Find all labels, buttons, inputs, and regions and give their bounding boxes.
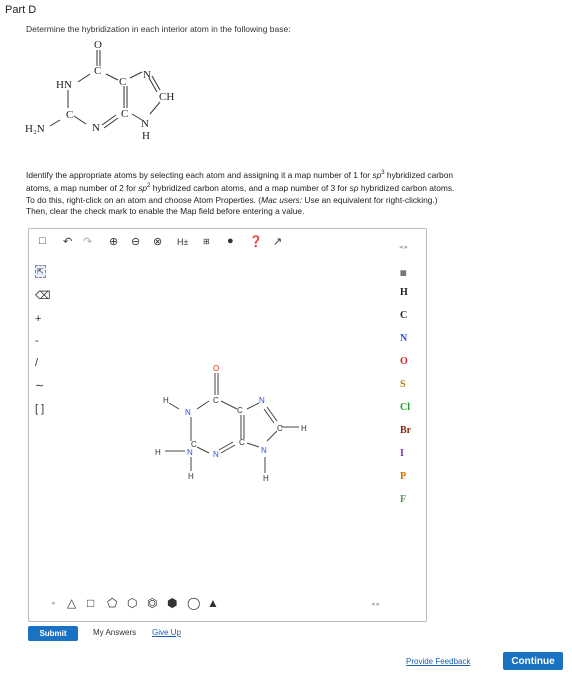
element-s[interactable]: S [400, 379, 406, 390]
undo-icon[interactable]: ↶ [63, 236, 73, 248]
element-p[interactable]: P [400, 471, 407, 482]
canvas-atom-h2[interactable]: H [301, 424, 307, 433]
canvas-atom-h1[interactable]: H [163, 396, 169, 405]
heptagon-ring-icon[interactable]: ⬢ [167, 596, 178, 610]
atom-n2: N [92, 122, 100, 134]
bottom-scroll-icon[interactable]: ◂ ▸ [371, 601, 380, 608]
canvas-atom-h5[interactable]: H [188, 472, 194, 481]
canvas-atom-c5[interactable]: C [239, 438, 245, 447]
atom-o: O [94, 39, 102, 51]
element-o[interactable]: O [400, 356, 408, 367]
canvas-atom-h4[interactable]: H [155, 448, 161, 457]
canvas-atom-n4[interactable]: N [213, 450, 219, 459]
atom-n3: N [141, 118, 149, 130]
info-icon[interactable]: ● [227, 235, 234, 247]
atom-h: H [142, 130, 150, 142]
pentagon-ring-icon[interactable]: ⬠ [107, 596, 118, 610]
redo-icon[interactable]: ↷ [83, 236, 93, 248]
molecule-editor[interactable] [28, 228, 427, 622]
triangle-ring-icon[interactable]: △ [67, 596, 77, 610]
element-f[interactable]: F [400, 494, 407, 505]
instructions: Identify the appropriate atoms by selecting each atom and assigning it a map number of 1 for $sp^3$ hybridized carbon atoms, a map number of 2 for $sp^2$ hybridized carbon atoms, and a map number of 3 for sp hybridized carbon atoms. To do this, right-click on an atom and choose Atom Properties. (Mac users: Use an equivalent for right-clicking.) Then, clear the check mark to enable the Map field before entering a value. [26, 169, 455, 217]
canvas-molecule[interactable] [129, 361, 329, 491]
shapes-scroll-left-icon[interactable]: ◂ [51, 600, 55, 607]
canvas-atom-c3[interactable]: C [277, 424, 283, 433]
canvas-atom-n2[interactable]: N [259, 396, 265, 405]
bond-tool-icon[interactable]: / [35, 357, 39, 369]
charge-plus-icon[interactable]: + [35, 313, 42, 325]
bracket-tool-icon[interactable]: [ ] [35, 403, 45, 415]
clear-icon[interactable]: ⊗ [153, 236, 163, 248]
atom-c4: C [121, 108, 129, 120]
element-h[interactable]: H [400, 287, 408, 298]
canvas-atom-c2[interactable]: C [237, 406, 243, 415]
question-text: Determine the hybridization in each interior atom in the following base: [26, 24, 291, 34]
canvas-atom-n3[interactable]: N [261, 446, 267, 455]
new-document-icon[interactable]: □ [39, 235, 46, 247]
periodic-table-icon[interactable]: ▦ [400, 269, 407, 277]
hexagon-ring-icon[interactable]: ⬡ [127, 596, 138, 610]
atom-h2n: H₂N [25, 123, 45, 135]
element-br[interactable]: Br [400, 425, 412, 436]
canvas-atom-o[interactable]: O [213, 364, 220, 373]
benzene-ring-icon[interactable]: ⏣ [147, 596, 158, 610]
my-answers-label: My Answers [93, 628, 137, 637]
element-n[interactable]: N [400, 333, 408, 344]
atom-n1: N [143, 69, 151, 81]
atom-c3: C [66, 109, 74, 121]
element-c[interactable]: C [400, 310, 408, 321]
charge-minus-icon[interactable]: - [35, 335, 39, 347]
canvas-atom-n1[interactable]: N [185, 408, 191, 417]
part-title: Part D [5, 4, 37, 16]
give-up-link[interactable]: Give Up [152, 628, 181, 637]
eraser-icon[interactable]: ⌫ [35, 290, 51, 302]
hydrogens-icon[interactable]: H± [177, 237, 189, 247]
zoom-out-icon[interactable]: ⊖ [131, 236, 141, 248]
canvas-atom-c1[interactable]: C [213, 396, 219, 405]
select-tool-icon[interactable]: ⇱ [37, 267, 44, 276]
structure-diagram [20, 38, 200, 144]
cyclohexane-chair-icon[interactable]: ▲ [207, 596, 219, 610]
continue-button[interactable]: Continue [503, 652, 563, 670]
canvas-atom-h3[interactable]: H [263, 474, 269, 483]
octagon-ring-icon[interactable]: ◯ [187, 596, 201, 610]
element-i[interactable]: I [400, 448, 404, 459]
editor-toolbar [29, 229, 426, 255]
toolbar-scroll-icon[interactable]: ◂ ▸ [399, 244, 408, 251]
atom-c1: C [94, 65, 102, 77]
zoom-in-icon[interactable]: ⊕ [109, 236, 119, 248]
fullscreen-icon[interactable]: ↗ [273, 236, 283, 248]
atom-c2: C [119, 76, 127, 88]
square-ring-icon[interactable]: □ [87, 596, 95, 610]
atom-hn: HN [56, 79, 72, 91]
canvas-atom-n5[interactable]: N [187, 448, 193, 457]
submit-button[interactable]: Submit [28, 626, 78, 641]
element-cl[interactable]: Cl [400, 402, 410, 413]
2d-clean-icon[interactable]: ⊞ [203, 237, 210, 246]
chain-tool-icon[interactable]: ∼ [35, 380, 45, 392]
provide-feedback-link[interactable]: Provide Feedback [406, 657, 471, 666]
atom-ch: CH [159, 91, 175, 103]
canvas-atom-c4[interactable]: C [191, 440, 197, 449]
help-icon[interactable]: ❓ [249, 236, 263, 248]
